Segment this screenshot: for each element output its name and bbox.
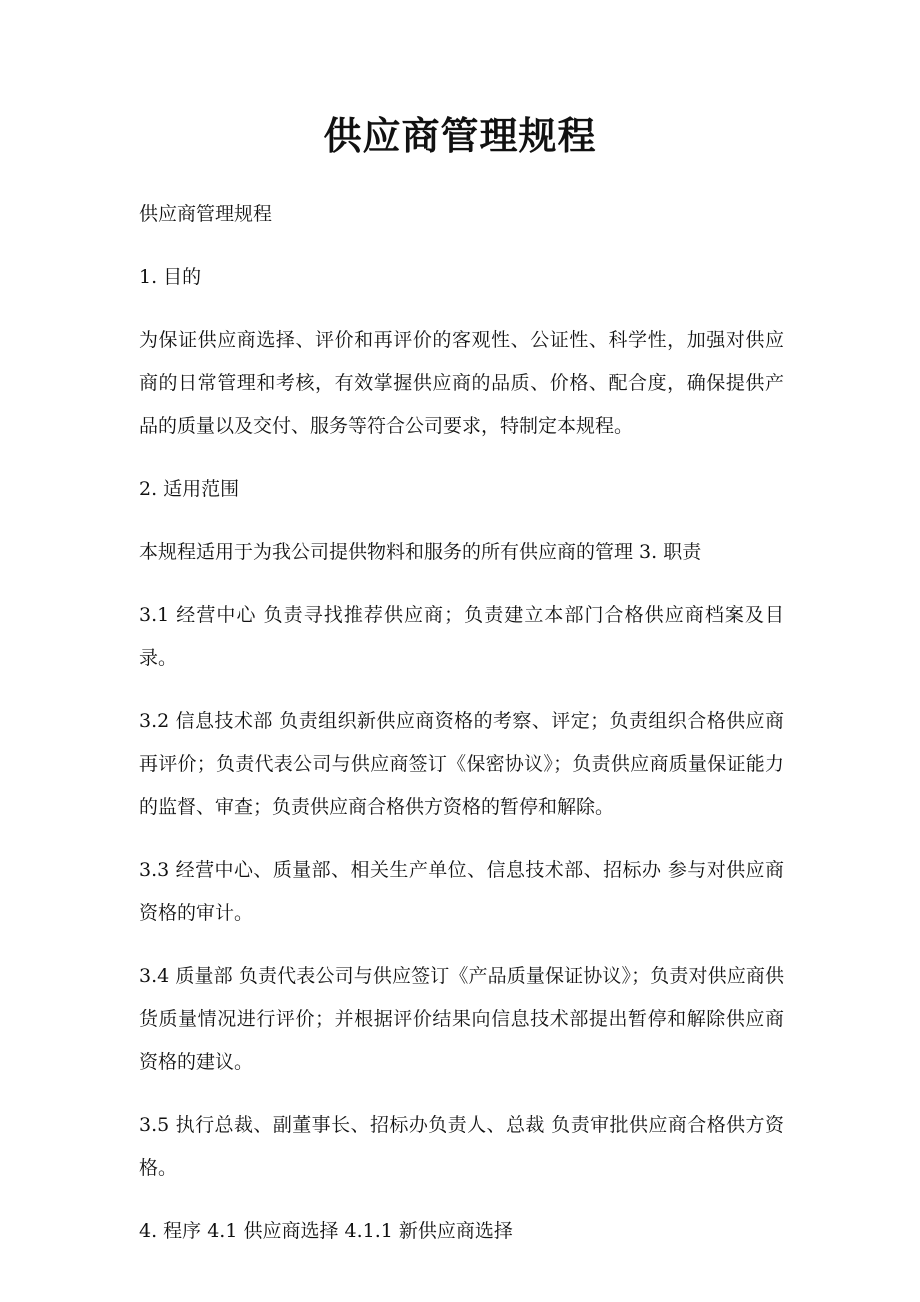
document-body [139,193,784,1273]
section-3-3: 3.3 经营中心、质量部、相关生产单位、信息技术部、招标办 参与对供应商资格的审计。 [139,859,784,924]
section-3-5: 3.5 执行总裁、副董事长、招标办负责人、总裁 负责审批供应商合格供方资格。 [139,1114,784,1179]
section-2-heading: 2. 适用范围 [139,478,240,500]
section-3-4: 3.4 质量部 负责代表公司与供应签订《产品质量保证协议》；负责对供应商供货质量情况进行评价；并根据评价结果向信息技术部提出暂停和解除供应商资格的建议。 [139,965,784,1073]
section-1-text: 为保证供应商选择、评价和再评价的客观性、公证性、科学性，加强对供应商的日常管理和考核，有效掌握供应商的品质、价格、配合度，确保提供产品的质量以及交付、服务等符合公司要求，特制定本规程。 [139,329,784,437]
document-title: 供应商管理规程 [323,113,597,158]
section-2-text: 本规程适用于为我公司提供物料和服务的所有供应商的管理 3. 职责 [139,541,702,563]
paragraph-heading: 供应商管理规程 [139,203,273,225]
section-3-2: 3.2 信息技术部 负责组织新供应商资格的考察、评定；负责组织合格供应商再评价；负责代表公司与供应商签订《保密协议》；负责供应商质量保证能力的监督、审查；负责供应商合格供方资格的暂停和解除。 [139,710,784,818]
section-3-1: 3.1 经营中心 负责寻找推荐供应商；负责建立本部门合格供应商档案及目录。 [139,604,784,669]
section-4-heading: 4. 程序 4.1 供应商选择 4.1.1 新供应商选择 [139,1220,513,1242]
section-1-heading: 1. 目的 [139,266,202,288]
